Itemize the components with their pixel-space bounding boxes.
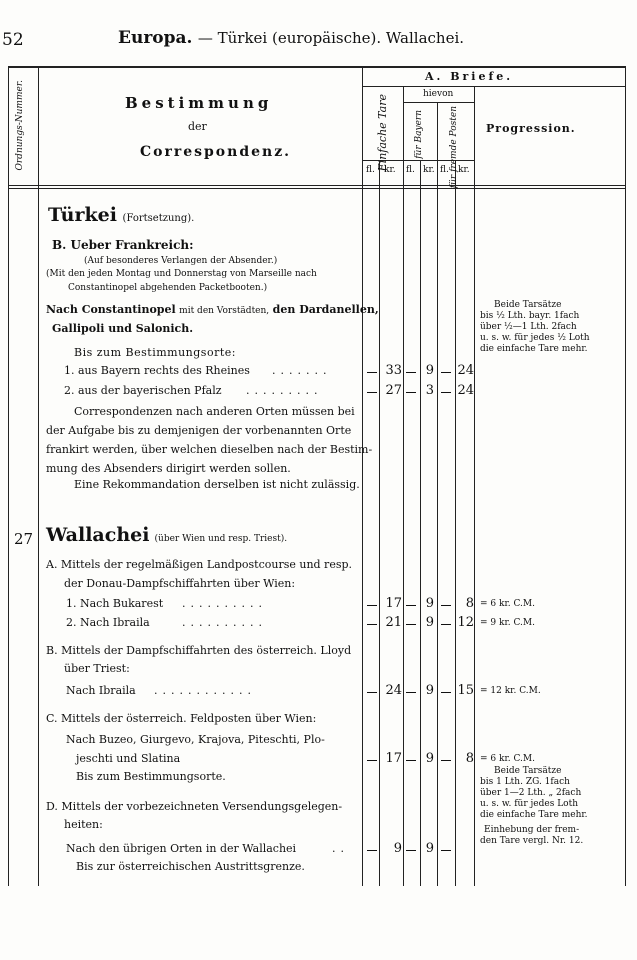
wallachei-b-tare: 24 [385,683,402,698]
wallachei-b-bayern: 9 [425,683,434,698]
page-number: 52 [2,30,24,50]
tuerkei-note1: (Auf besonderes Verlangen der Absender.) [84,256,278,266]
dash [441,624,451,625]
tuerkei-b-heading: B. Ueber Frankreich: [52,238,194,252]
wallachei-r2-equivalent: = 9 kr. C.M. [480,618,535,628]
wallachei-c1: C. Mittels der österreich. Feldposten über Wien: [46,712,317,725]
tuerkei-progression-4: u. s. w. für jedes ½ Loth [480,333,590,343]
wallachei-r1-bayern: 9 [425,596,434,611]
wallachei-d-tare: 9 [393,841,402,856]
leader-dots: ......... [246,384,323,397]
nach-vorstaedte: mit den Vorstädten, [179,306,270,316]
tuerkei-nach-line2: Gallipoli und Salonich. [52,322,194,335]
wallachei-c-bayern: 9 [425,751,434,766]
dash [367,605,377,606]
wallachei-r1-tare: 17 [385,596,402,611]
col-fuer-bayern: für Bayern [414,110,424,159]
dash [367,760,377,761]
tuerkei-para5: Eine Rekommandation derselben ist nicht zulässig. [74,478,360,491]
wallachei-b-row-label: Nach Ibraila [66,684,136,697]
tuerkei-row2-label: 2. aus der bayerischen Pfalz [64,384,222,397]
dash [367,692,377,693]
wallachei-progression-4: u. s. w. für jedes Loth [480,799,578,809]
wallachei-d1: D. Mittels der vorbezeichneten Versendungsgelegen- [46,800,343,813]
wallachei-r2-fremde: 12 [457,615,474,630]
tuerkei-bis: Bis zum Bestimmungsorte: [74,346,236,359]
tuerkei-progression-1: Beide Tarsätze [494,300,562,310]
wallachei-a1: A. Mittels der regelmäßigen Landpostcourse und resp. [46,558,353,571]
tuerkei-para4: mung des Absenders dirigirt werden sollen. [46,462,291,475]
tuerkei-progression-2: bis ½ Lth. bayr. 1fach [480,311,580,321]
wallachei-r2-label: 2. Nach Ibraila [66,616,150,629]
col-bestimmung: Bestimmung [125,94,273,112]
wallachei-d3: Nach den übrigen Orten in der Wallachei [66,842,297,855]
wallachei-progression-7: den Tare vergl. Nr. 12. [480,836,584,846]
tuerkei-nach-line1 [46,303,379,316]
section-wallachei-title [46,524,287,546]
col-progression: Progression. [486,122,576,135]
tuerkei-title: Türkei [48,204,117,226]
nach-dardanellen: den Dardanellen, [272,303,379,316]
wallachei-r1-label: 1. Nach Bukarest [66,597,164,610]
tuerkei-row1-bayern: 9 [425,363,434,378]
wallachei-via: (über Wien und resp. Triest). [154,534,288,544]
wallachei-progression-2: bis 1 Lth. ZG. 1fach [480,777,570,787]
wallachei-c4: Bis zum Bestimmungsorte. [76,770,226,783]
leader-dots: .......... [182,616,267,629]
tuerkei-progression-3: über ½—1 Lth. 2fach [480,322,577,332]
wallachei-r2-tare: 21 [385,615,402,630]
wallachei-d4: Bis zur österreichischen Austrittsgrenze. [76,860,305,873]
wallachei-r1-fremde: 8 [465,596,474,611]
wallachei-d2: heiten: [64,818,103,831]
dash [441,692,451,693]
wallachei-progression-6: Einhebung der frem- [484,825,580,835]
col-ordnungs-nummer: Ordnungs-Nummer. [15,80,25,171]
tuerkei-row2-bayern: 3 [425,383,434,398]
wallachei-title: Wallachei [46,524,150,546]
wallachei-d-bayern: 9 [425,841,434,856]
tuerkei-row1-label: 1. aus Bayern rechts des Rheines [64,364,250,377]
dash [367,392,377,393]
dash [441,372,451,373]
wallachei-c-tare: 17 [385,751,402,766]
tuerkei-progression-5: die einfache Tare mehr. [480,344,588,354]
dash [367,850,377,851]
tuerkei-para2: der Aufgabe bis zu demjenigen der vorbenannten Orte [46,424,352,437]
dash [441,760,451,761]
unit-kr-2: kr. [423,165,435,175]
wallachei-progression-5: die einfache Tare mehr. [480,810,588,820]
wallachei-b1: B. Mittels der Dampfschiffahrten des österreich. Lloyd [46,644,352,657]
leader-dots: .......... [182,597,267,610]
wallachei-c2: Nach Buzeo, Giurgevo, Krajova, Piteschti, Plo- [66,733,325,746]
dash [441,392,451,393]
unit-kr-3: kr. [458,165,470,175]
tuerkei-note2: (Mit den jeden Montag und Donnerstag von Marseille nach [46,269,317,279]
unit-kr-1: kr. [384,165,396,175]
dash [441,605,451,606]
dash [367,624,377,625]
tuerkei-fortsetzung: (Fortsetzung). [122,213,195,224]
wallachei-c-fremde: 8 [465,751,474,766]
unit-fl-2: fl. [406,165,415,175]
tuerkei-para3: frankirt werden, über welchen dieselben nach der Bestim- [46,443,373,456]
wallachei-progression-1: Beide Tarsätze [494,766,562,776]
tuerkei-note3: Constantinopel abgehenden Packetbooten.) [68,283,268,293]
tuerkei-row1-tare: 33 [385,363,402,378]
wallachei-r2-bayern: 9 [425,615,434,630]
wallachei-b-equivalent: = 12 kr. C.M. [480,686,541,696]
leader-dots: ............ [154,684,256,697]
col-einfache-tare: Einfache Tare [376,94,389,172]
leader-dots: ....... [272,364,332,377]
col-briefe-heading: A. Briefe. [425,70,514,83]
wallachei-number: 27 [14,530,34,548]
tuerkei-row1-fremde: 24 [457,363,474,378]
title-rest: — Türkei (europäische). Wallachei. [197,29,465,47]
tuerkei-row2-tare: 27 [385,383,402,398]
nach-constantinopel: Nach Constantinopel [46,303,176,316]
tuerkei-para1: Correspondenzen nach anderen Orten müssen bei [74,405,355,418]
wallachei-b2: über Triest: [64,662,130,675]
wallachei-r1-equivalent: = 6 kr. C.M. [480,599,535,609]
wallachei-b-fremde: 15 [457,683,474,698]
unit-fl-1: fl. [366,165,375,175]
dash [367,372,377,373]
title-europa: Europa. [118,28,193,48]
dash [441,850,451,851]
col-fuer-fremde-posten: für fremde Posten [449,106,459,189]
wallachei-c-equivalent: = 6 kr. C.M. [480,754,535,764]
unit-fl-3: fl. [440,165,449,175]
wallachei-progression-3: über 1—2 Lth. „ 2fach [480,788,582,798]
section-tuerkei-title [48,204,194,226]
col-correspondenz: Correspondenz. [140,144,292,160]
page-title [118,28,464,48]
leader-dots: .. [332,842,349,855]
col-hievon: hievon [423,89,454,99]
wallachei-c3: jeschti und Slatina [76,752,181,765]
tuerkei-row2-fremde: 24 [457,383,474,398]
col-der: der [188,120,207,133]
wallachei-a2: der Donau-Dampfschiffahrten über Wien: [64,577,296,590]
